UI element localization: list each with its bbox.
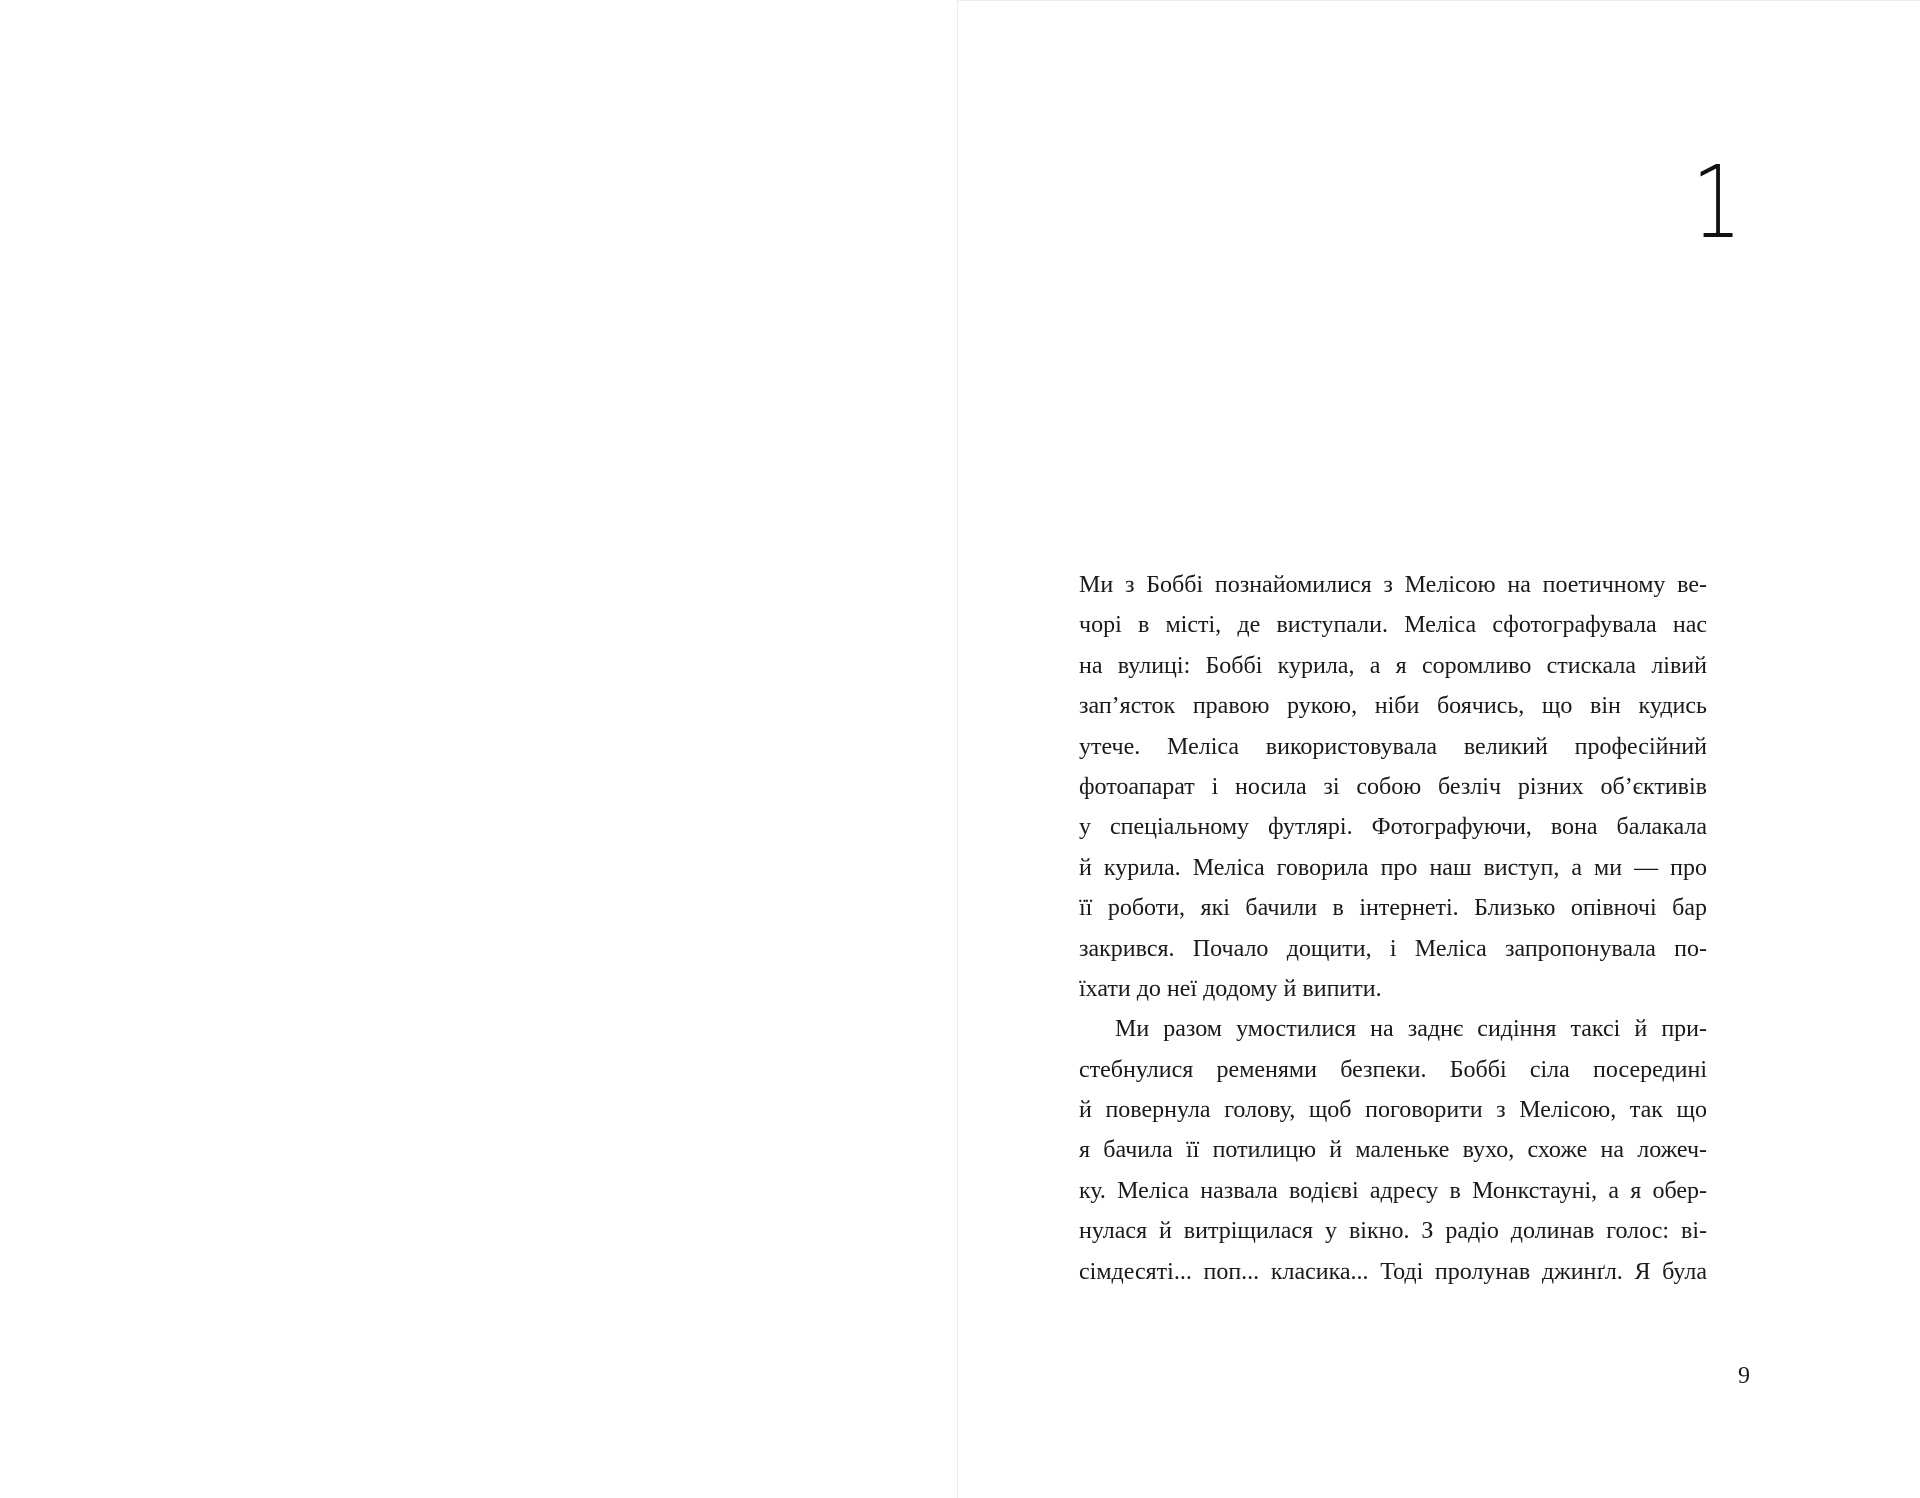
text-line: на вулиці: Боббі курила, а я соромливо стискала лівий — [1079, 652, 1707, 679]
text-line: я бачила її потилицю й маленьке вухо, схоже на ложеч- — [1079, 1137, 1707, 1164]
chapter-number: 1 — [1692, 144, 1742, 261]
paragraph-1 — [1079, 565, 1707, 1009]
text-line: у спеціальному футлярі. Фотографуючи, вона балакала — [1079, 814, 1707, 841]
left-page-blank — [0, 0, 957, 1498]
text-line: стебнулися ременями безпеки. Боббі сіла посередині — [1079, 1056, 1707, 1083]
paragraph-2 — [1079, 1009, 1707, 1292]
text-line: Ми з Боббі познайомилися з Мелісою на поетичному ве- — [1079, 572, 1707, 598]
text-line: їхати до неї додому й випити. — [1079, 975, 1382, 1002]
text-line: ку. Меліса назвала водієві адресу в Монкстауні, а я обер- — [1079, 1177, 1707, 1204]
text-line: й курила. Меліса говорила про наш виступ, а ми — про — [1079, 854, 1707, 881]
text-line: Ми разом умостилися на заднє сидіння таксі й при- — [1115, 1016, 1707, 1043]
text-line: закрився. Почало дощити, і Меліса запропонувала по- — [1079, 935, 1707, 962]
text-line: фотоапарат і носила зі собою безліч різних об’єктивів — [1079, 773, 1707, 800]
text-line: її роботи, які бачили в інтернеті. Близько опівночі бар — [1079, 895, 1707, 922]
page-number: 9 — [1738, 1363, 1750, 1389]
text-line: зап’ясток правою рукою, ніби боячись, що він кудись — [1079, 693, 1707, 720]
right-page — [958, 0, 1920, 1498]
text-line: утече. Меліса використовувала великий професійний — [1079, 733, 1707, 760]
text-line: й повернула голову, щоб поговорити з Мелісою, так що — [1079, 1097, 1707, 1124]
text-line: сімдесяті... поп... класика... Тоді пролунав джинґл. Я була — [1079, 1258, 1707, 1285]
body-text — [1079, 565, 1707, 1292]
text-line: нулася й витріщилася у вікно. З радіо долинав голос: ві- — [1079, 1218, 1707, 1245]
text-line: чорі в місті, де виступали. Меліса сфотографувала нас — [1079, 612, 1707, 639]
